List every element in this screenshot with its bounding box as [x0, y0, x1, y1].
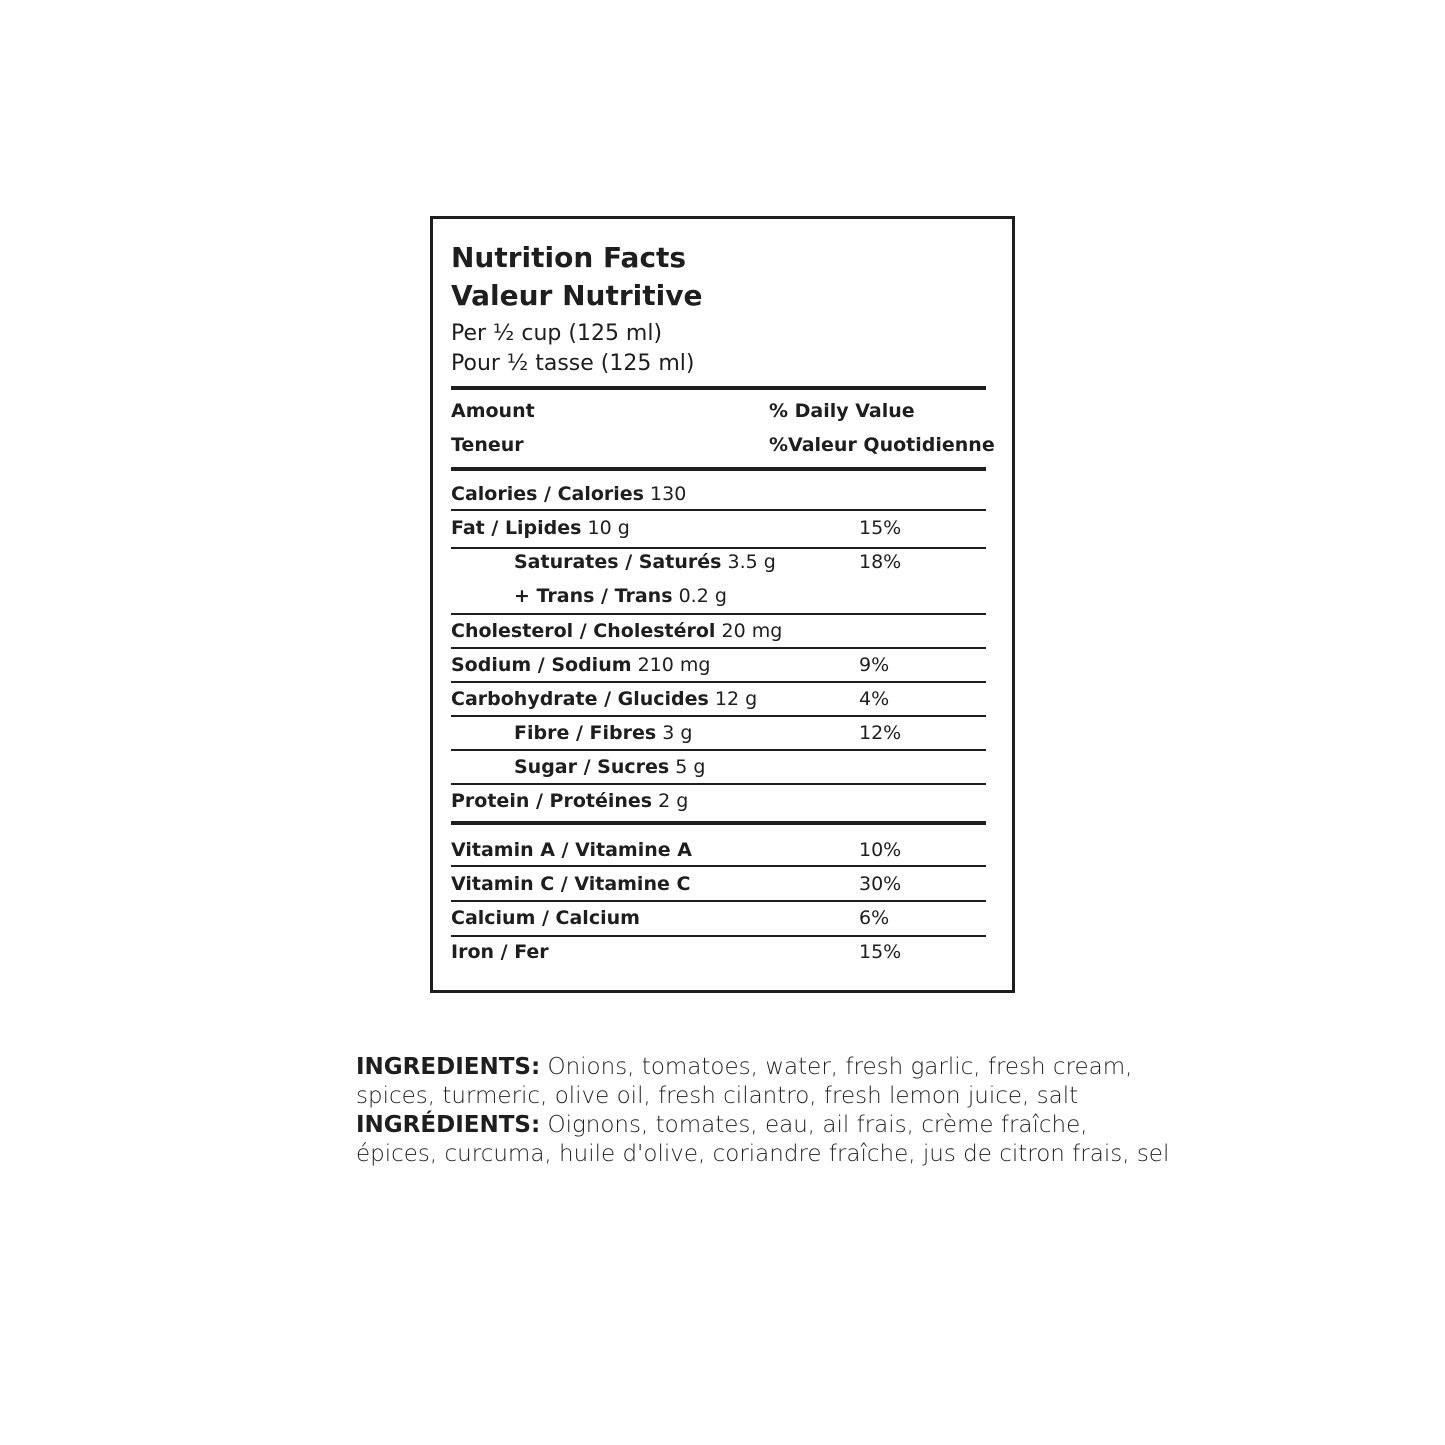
nutrient-row-trans	[451, 579, 986, 613]
ingredients-fr	[356, 1111, 1176, 1169]
thick-divider	[451, 821, 986, 825]
serving-size-en: Per ½ cup (125 ml)	[451, 321, 663, 346]
nutrient-name: + Trans / Trans	[514, 585, 673, 607]
vitamin-name: Vitamin A / Vitamine A	[451, 839, 692, 861]
nutrient-row-sugar	[451, 750, 986, 784]
nutrient-daily-value: 18%	[859, 551, 902, 573]
amount-header-en: Amount	[451, 400, 535, 422]
ingredients-label-fr: INGRÉDIENTS:	[356, 1112, 541, 1138]
nutrient-row-sodium	[451, 648, 986, 682]
vitamin-name: Calcium / Calcium	[451, 907, 640, 929]
nutrient-amount: 0.2 g	[678, 585, 727, 607]
nutrient-daily-value: 4%	[859, 688, 890, 710]
nutrient-daily-value: 15%	[859, 517, 902, 539]
serving-size-fr: Pour ½ tasse (125 ml)	[451, 351, 695, 376]
nutrient-row-carbohydrate	[451, 682, 986, 716]
vitamin-row-c	[451, 867, 986, 901]
nutrient-name: Fat / Lipides	[451, 517, 582, 539]
vitamin-row-a	[451, 833, 986, 867]
vitamin-row-calcium	[451, 901, 986, 935]
ingredients-text-en: Onions, tomatoes, water, fresh garlic, fresh cream, spices, turmeric, olive oil, fresh cilantro, fresh lemon juice, salt	[356, 1054, 1133, 1109]
nutrient-amount: 12 g	[714, 688, 758, 710]
nutrient-name: Cholesterol / Cholestérol	[451, 620, 716, 642]
vitamin-name: Iron / Fer	[451, 941, 549, 963]
nutrient-row-saturates	[451, 545, 986, 579]
nutrient-row-protein	[451, 784, 986, 818]
nutrient-name: Sugar / Sucres	[514, 756, 670, 778]
nutrition-facts-panel	[430, 216, 1015, 993]
nutrient-row-calories	[451, 477, 986, 511]
vitamin-daily-value: 30%	[859, 873, 902, 895]
nutrient-amount: 5 g	[675, 756, 706, 778]
nutrient-row-fibre	[451, 716, 986, 750]
vitamin-daily-value: 15%	[859, 941, 902, 963]
nutrient-name: Carbohydrate / Glucides	[451, 688, 709, 710]
nutrient-amount: 10 g	[587, 517, 630, 539]
nutrient-name: Sodium / Sodium	[451, 654, 632, 676]
ingredients-block	[356, 1053, 1176, 1169]
nutrient-amount: 3 g	[662, 722, 693, 744]
nutrient-name: Fibre / Fibres	[514, 722, 657, 744]
nutrient-daily-value: 9%	[859, 654, 890, 676]
vitamin-daily-value: 10%	[859, 839, 902, 861]
vitamin-name: Vitamin C / Vitamine C	[451, 873, 691, 895]
nutrient-amount: 130	[650, 483, 687, 505]
nutrient-amount: 2 g	[658, 790, 689, 812]
nutrient-name: Calories / Calories	[451, 483, 644, 505]
nutrient-name: Saturates / Saturés	[514, 551, 722, 573]
nutrient-name: Protein / Protéines	[451, 790, 653, 812]
ingredients-label-en: INGREDIENTS:	[356, 1054, 541, 1080]
title-en: Nutrition Facts	[451, 241, 687, 274]
daily-value-header-fr: %Valeur Quotidienne	[769, 434, 995, 456]
daily-value-header-en: % Daily Value	[769, 400, 915, 422]
thick-divider	[451, 467, 986, 471]
ingredients-text-fr: Oignons, tomates, eau, ail frais, crème fraîche, épices, curcuma, huile d'olive, coriandre fraîche, jus de citron frais, sel	[356, 1112, 1170, 1167]
amount-header-fr: Teneur	[451, 434, 524, 456]
nutrient-amount: 3.5 g	[727, 551, 776, 573]
nutrient-amount: 20 mg	[721, 620, 783, 642]
nutrient-row-cholesterol	[451, 614, 986, 648]
vitamin-row-iron	[451, 935, 986, 969]
thick-divider	[451, 386, 986, 390]
ingredients-en	[356, 1053, 1176, 1111]
vitamin-daily-value: 6%	[859, 907, 890, 929]
nutrient-row-fat	[451, 511, 986, 545]
title-fr: Valeur Nutritive	[451, 279, 703, 312]
nutrient-daily-value: 12%	[859, 722, 902, 744]
nutrient-amount: 210 mg	[637, 654, 711, 676]
